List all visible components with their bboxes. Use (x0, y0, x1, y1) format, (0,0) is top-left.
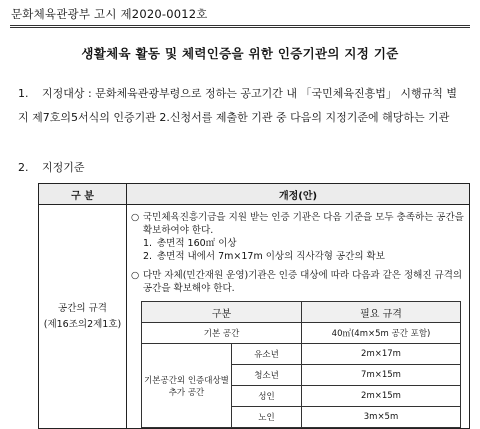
header-category: 구 분 (39, 184, 127, 205)
space-spec-title: 공간의 규격 (58, 302, 107, 314)
inner-header-size: 필요 규격 (302, 302, 461, 323)
group-youth: 유소년 (232, 344, 302, 365)
sub-item-2 (131, 250, 465, 263)
space-spec-content (127, 205, 470, 429)
sub-item-2-number: 2. (143, 251, 153, 262)
extra-space-label-line-2: 추가 공간 (168, 387, 205, 398)
sub-item-1-text: 총면적 160㎡ 이상 (157, 238, 237, 249)
section-2-number: 2. (18, 161, 29, 174)
sub-item-2-text: 총면적 내에서 7m×17m 이상의 직사각형 공간의 확보 (157, 251, 385, 262)
section-1-text: 지정대상 : 문화체육관광부령으로 정하는 공고기간 내 「국민체육진흥법」 시행규칙 별지 제7호의5서식의 인증기관 2.신청서를 제출한 기관 중 다음의 지정기준에 해당하는 기관 (18, 87, 457, 124)
group-teen-value: 7m×15m (302, 365, 461, 386)
notice-number: 문화체육관광부 고시 제2020-0012호 (11, 7, 208, 21)
group-senior-value: 3m×5m (302, 407, 461, 428)
section-2 (18, 156, 458, 180)
header-rule (10, 25, 470, 26)
circle-bullet-icon: ○ (131, 212, 140, 223)
group-adult: 성인 (232, 386, 302, 407)
document-title: 생활체육 활동 및 체력인증을 위한 인증기관의 지정 기준 (81, 46, 399, 61)
group-senior: 노인 (232, 407, 302, 428)
bullet-2-text: 다만 자체(민간재원 운영)기관은 인증 대상에 따라 다음과 같은 정해진 규격의 공간을 확보해야 한다. (143, 270, 463, 294)
space-spec-ref: (제16조의2제1호) (43, 318, 122, 330)
header-revision: 개정(안) (127, 184, 470, 205)
section-2-text: 지정기준 (42, 161, 85, 174)
extra-space-label-line-1: 기본공간외 인증대상별 (144, 375, 229, 386)
extra-space-label (142, 344, 232, 428)
basic-space-value: 40㎡(4m×5m 공간 포함) (302, 323, 461, 344)
criteria-table (38, 183, 470, 429)
space-spec-label (39, 205, 127, 429)
circle-bullet-icon: ○ (131, 270, 140, 281)
bullet-1-text: 국민체육진흥기금을 지원 받는 인증 기관은 다음 기준을 모두 충족하는 공간을 확보하여야 한다. (143, 212, 464, 236)
group-teen: 청소년 (232, 365, 302, 386)
group-youth-value: 2m×17m (302, 344, 461, 365)
bullet-1 (131, 211, 465, 237)
sub-item-1 (131, 237, 465, 250)
basic-space-label: 기본 공간 (142, 323, 302, 344)
bullet-2 (131, 269, 465, 295)
group-adult-value: 2m×15m (302, 386, 461, 407)
header-rule-2 (10, 27, 470, 28)
sub-item-1-number: 1. (143, 238, 153, 249)
space-requirement-table (141, 301, 461, 428)
section-1-number: 1. (18, 87, 29, 100)
inner-header-category: 구분 (142, 302, 302, 323)
section-1 (18, 82, 458, 130)
